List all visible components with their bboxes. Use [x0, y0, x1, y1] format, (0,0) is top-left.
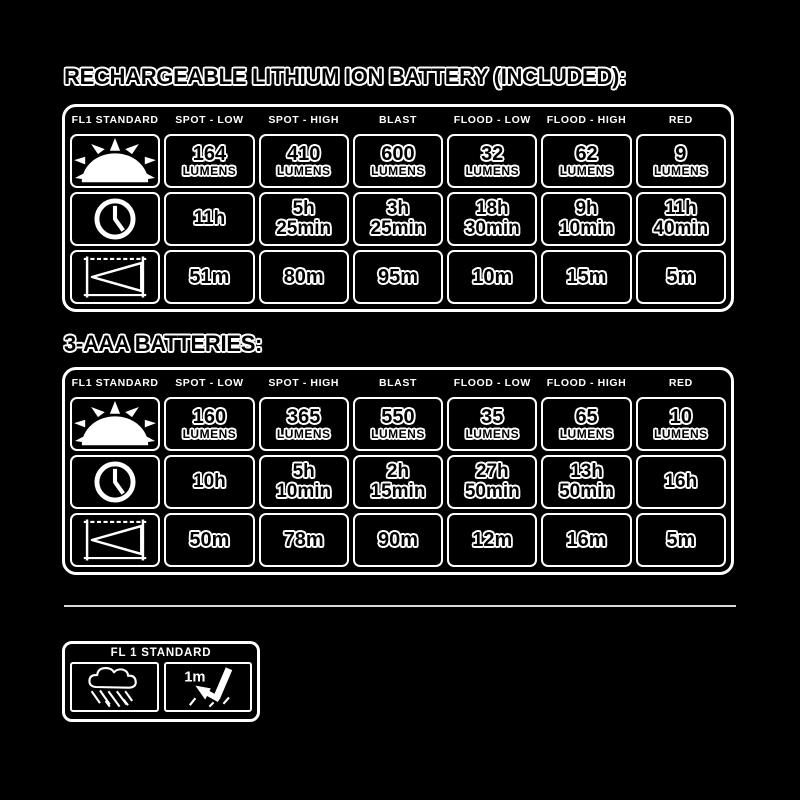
spec-cell [164, 192, 254, 246]
aaa-battery-table [62, 367, 734, 575]
cell-value: 16h [664, 471, 698, 492]
spec-cell [353, 134, 443, 188]
cell-value: 11h [664, 198, 697, 219]
runtime-clock-icon [70, 455, 160, 509]
cell-value: 10 [669, 406, 692, 428]
cell-value: 80m [283, 265, 324, 288]
cell-value: 78m [283, 528, 324, 551]
runtime-clock-icon [70, 192, 160, 246]
cell-unit: LUMENS [276, 427, 331, 441]
spec-cell [541, 397, 631, 451]
cell-value: 10m [472, 265, 513, 288]
cell-unit: 25min [370, 218, 426, 239]
cell-value: 600 [381, 143, 415, 165]
fl1-icon-row [70, 662, 252, 712]
cell-value: 50m [189, 528, 230, 551]
column-header-flood-high: FLOOD - HIGH [546, 113, 627, 126]
column-header-spot-low: SPOT - LOW [175, 376, 244, 389]
spec-cell [259, 397, 349, 451]
cell-unit: LUMENS [559, 427, 614, 441]
cell-value: 35 [481, 406, 504, 428]
cell-value: 65 [575, 406, 598, 428]
spec-cell [164, 513, 254, 567]
spec-cell [259, 455, 349, 509]
cell-unit: LUMENS [654, 164, 708, 178]
column-header-spot-high: SPOT - HIGH [268, 113, 340, 126]
spec-cell [636, 455, 726, 509]
cell-value: 5h [292, 461, 315, 482]
cell-value: 5m [666, 528, 696, 551]
spec-cell [353, 455, 443, 509]
cell-value: 95m [377, 265, 418, 288]
column-header-spot-low: SPOT - LOW [175, 113, 244, 126]
section2-heading: 3-AAA BATTERIES: [64, 331, 263, 356]
cell-value: 27h [475, 461, 509, 482]
spec-cell [259, 134, 349, 188]
spec-cell [259, 513, 349, 567]
lumens-row [68, 395, 728, 453]
cell-unit: LUMENS [371, 427, 425, 441]
cell-unit: LUMENS [465, 164, 520, 178]
cell-unit: LUMENS [559, 164, 614, 178]
cell-unit: 40min [653, 218, 709, 239]
beam-distance-icon [70, 250, 160, 304]
spec-cell [541, 455, 631, 509]
cell-unit: 30min [464, 218, 520, 239]
cell-unit: 15min [370, 481, 426, 502]
spec-cell [353, 397, 443, 451]
column-header-blast: BLAST [378, 113, 417, 126]
brightness-sun-icon [70, 397, 160, 451]
spec-cell [164, 134, 254, 188]
spec-cell [541, 250, 631, 304]
spec-cell [447, 192, 537, 246]
cell-value: 18h [475, 198, 509, 219]
spec-cell [541, 134, 631, 188]
cell-value: 160 [192, 406, 227, 428]
cell-value: 5m [666, 265, 696, 288]
cell-value: 51m [189, 265, 230, 288]
spec-cell [353, 192, 443, 246]
cell-unit: LUMENS [182, 427, 237, 441]
runtime-row [68, 190, 728, 248]
beam-distance-row [68, 248, 728, 306]
cell-value: 365 [287, 406, 321, 428]
spec-cell [447, 397, 537, 451]
spec-cell [164, 397, 254, 451]
cell-value: 410 [287, 143, 321, 165]
cell-value: 10h [193, 471, 226, 492]
spec-cell [447, 250, 537, 304]
spec-cell [447, 455, 537, 509]
spec-cell [636, 192, 726, 246]
column-header-flood-high: FLOOD - HIGH [546, 376, 627, 389]
rain-resistance-icon [70, 662, 159, 712]
section1-heading: RECHARGEABLE LITHIUM ION BATTERY (INCLUDED): [64, 64, 627, 89]
spec-cell [636, 250, 726, 304]
impact-height-label: 1m [183, 669, 206, 686]
beam-distance-icon [70, 513, 160, 567]
divider-line [64, 605, 736, 607]
spec-cell [259, 192, 349, 246]
beam-distance-row [68, 511, 728, 569]
runtime-row [68, 453, 728, 511]
cell-value: 5h [292, 198, 315, 219]
cell-unit: 50min [559, 481, 615, 502]
cell-value: 15m [566, 265, 607, 288]
cell-unit: 10min [276, 481, 332, 502]
cell-value: 13h [570, 461, 603, 482]
cell-unit: LUMENS [182, 164, 237, 178]
cell-unit: LUMENS [371, 164, 425, 178]
column-header-fl1-standard: FL1 STANDARD [71, 376, 159, 389]
cell-value: 62 [575, 143, 598, 165]
spec-cell [353, 250, 443, 304]
cell-unit: 50min [464, 481, 520, 502]
spec-cell [447, 134, 537, 188]
cell-value: 12m [472, 528, 513, 551]
cell-value: 16m [566, 528, 607, 551]
rechargeable-battery-table [62, 104, 734, 312]
column-header-flood-low: FLOOD - LOW [453, 376, 531, 389]
column-header-fl1-standard: FL1 STANDARD [71, 113, 159, 126]
cell-value: 9h [575, 198, 598, 219]
cell-unit: LUMENS [276, 164, 331, 178]
cell-unit: 25min [276, 218, 332, 239]
spec-cell [636, 397, 726, 451]
column-header-red: RED [668, 113, 693, 126]
table-header-row [68, 107, 728, 132]
table-header-row [68, 370, 728, 395]
column-header-flood-low: FLOOD - LOW [453, 113, 531, 126]
cell-value: 3h [386, 198, 410, 219]
cell-value: 9 [675, 143, 687, 165]
spec-cell [541, 513, 631, 567]
cell-value: 11h [193, 208, 226, 229]
cell-unit: 10min [559, 218, 615, 239]
cell-value: 32 [481, 143, 504, 165]
cell-value: 550 [381, 406, 415, 428]
column-header-spot-high: SPOT - HIGH [268, 376, 340, 389]
fl1-standard-title: FL 1 STANDARD [110, 647, 212, 659]
cell-value: 90m [377, 528, 418, 551]
lumens-row [68, 132, 728, 190]
spec-cell [259, 250, 349, 304]
cell-value: 2h [386, 461, 410, 482]
brightness-sun-icon [70, 134, 160, 188]
column-header-red: RED [668, 376, 693, 389]
spec-cell [164, 250, 254, 304]
column-header-blast: BLAST [378, 376, 417, 389]
fl1-standard-badge [62, 641, 260, 722]
impact-resistance-icon [164, 662, 253, 712]
cell-value: 164 [192, 143, 227, 165]
spec-cell [636, 134, 726, 188]
spec-cell [636, 513, 726, 567]
spec-cell [541, 192, 631, 246]
cell-unit: LUMENS [465, 427, 520, 441]
spec-cell [164, 455, 254, 509]
spec-cell [353, 513, 443, 567]
spec-cell [447, 513, 537, 567]
cell-unit: LUMENS [654, 427, 708, 441]
